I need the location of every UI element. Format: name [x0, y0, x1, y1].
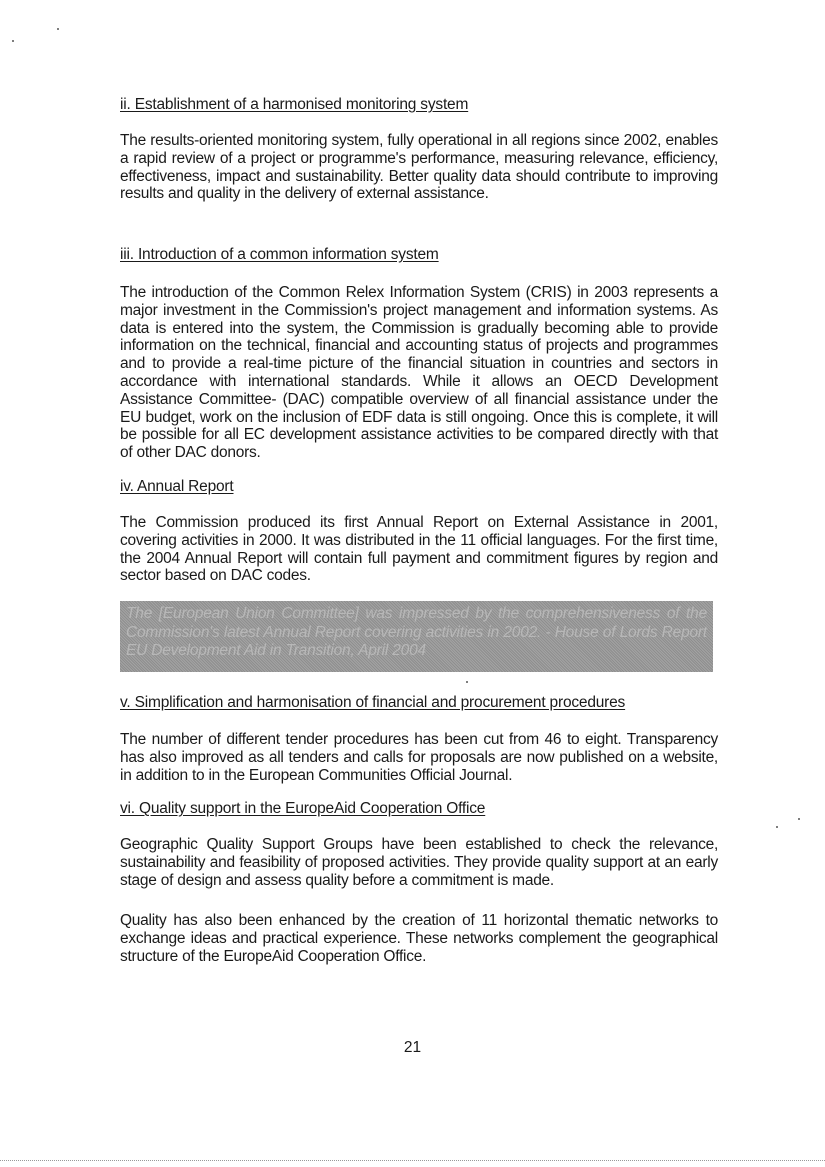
scan-speck	[798, 818, 800, 820]
section-heading-procedures: v. Simplification and harmonisation of financial and procurement procedures	[120, 694, 626, 711]
quote-text: The [European Union Committee] was impressed by the comprehensiveness of the Commission's latest Annual Report covering activities in 2002. - House of Lords Report EU Development Aid in Transition, April 2004	[126, 605, 707, 659]
section-heading-information-system: iii. Introduction of a common information system	[120, 246, 439, 263]
paragraph-procedures: The number of different tender procedures has been cut from 46 to eight. Transparency has also improved as all tenders and calls for proposals are now published on a website, in addition to in the European Communities Official Journal.	[120, 731, 718, 784]
section-heading-monitoring: ii. Establishment of a harmonised monitoring system	[120, 96, 469, 113]
scan-speck	[57, 28, 59, 30]
paragraph-thematic-networks: Quality has also been enhanced by the creation of 11 horizontal thematic networks to exchange ideas and practical experience. These networks complement the geographical structure of the EuropeAid Cooperation Office.	[120, 912, 718, 965]
paragraph-quality-support-groups: Geographic Quality Support Groups have been established to check the relevance, sustainability and feasibility of proposed activities. They provide quality support at an early stage of design and assess quality before a commitment is made.	[120, 836, 718, 889]
quote-box	[120, 601, 713, 672]
page-number: 21	[403, 1039, 422, 1056]
paragraph-information-system: The introduction of the Common Relex Information System (CRIS) in 2003 represents a major investment in the Commission's project management and information systems. As data is entered into the system, the Commission is gradually becoming able to provide information on the technical, financial and accounting status of projects and programmes and to provide a real-time picture of the financial situation in countries and sectors in accordance with international standards. While it allows an OECD Development Assistance Committee- (DAC) compatible overview of all financial assistance under the EU budget, work on the inclusion of EDF data is still ongoing. Once this is complete, it will be possible for all EC development assistance activities to be compared directly with that of other DAC donors.	[120, 284, 718, 462]
scan-speck	[12, 40, 14, 42]
paragraph-monitoring: The results-oriented monitoring system, fully operational in all regions since 2002, enables a rapid review of a project or programme's performance, measuring relevance, efficiency, effectiveness, impact and sustainability. Better quality data should contribute to improving results and quality in the delivery of external assistance.	[120, 132, 718, 203]
section-heading-annual-report: iv. Annual Report	[120, 478, 234, 495]
scan-speck	[776, 826, 778, 828]
scan-speck	[466, 681, 468, 683]
section-heading-quality-support: vi. Quality support in the EuropeAid Cooperation Office	[120, 800, 486, 817]
scan-edge-line	[0, 1160, 825, 1161]
paragraph-annual-report: The Commission produced its first Annual Report on External Assistance in 2001, covering activities in 2000. It was distributed in the 11 official languages. For the first time, the 2004 Annual Report will contain full payment and commitment figures by region and sector based on DAC codes.	[120, 514, 718, 585]
